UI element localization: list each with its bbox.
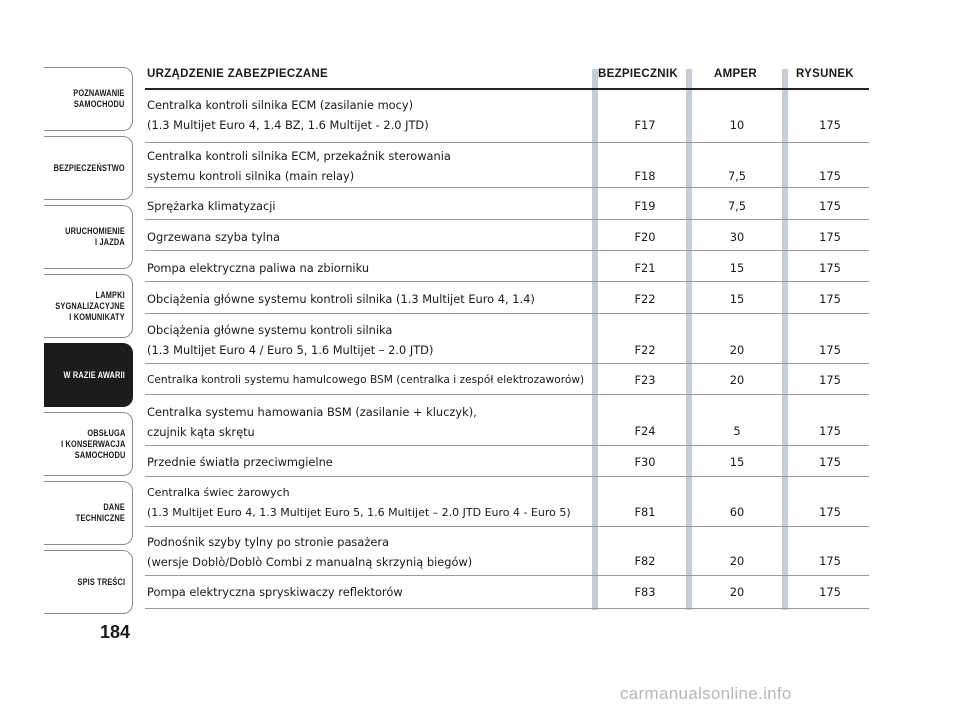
row-description: Obciążenia główne systemu kontroli silnika (1.3 Multijet Euro 4 / Euro 5, 1.6 Multijet – 2.0 JTD) <box>147 323 434 357</box>
row-amp: 5 <box>733 424 741 438</box>
row-description: Pompa elektryczna paliwa na zbiorniku <box>147 261 370 275</box>
row-divider <box>145 394 869 395</box>
row-divider <box>145 187 869 188</box>
row-fuse: F22 <box>634 343 656 357</box>
tab-uruchomienie-i-jazda[interactable]: URUCHOMIENIE I JAZDA <box>44 205 133 269</box>
row-figure: 175 <box>819 292 841 306</box>
row-fuse: F81 <box>634 505 656 519</box>
row-divider <box>145 575 869 576</box>
row-divider <box>145 363 869 364</box>
row-description: Pompa elektryczna spryskiwaczy reflektorów <box>147 585 403 599</box>
row-amp: 20 <box>729 585 745 599</box>
row-figure: 175 <box>819 343 841 357</box>
column-bar-1 <box>592 69 598 610</box>
header-amp: AMPER <box>714 68 758 80</box>
row-divider <box>145 608 869 609</box>
row-fuse: F19 <box>634 199 656 213</box>
row-divider <box>145 142 869 143</box>
row-amp: 20 <box>729 373 745 387</box>
header-fuse: BEZPIECZNIK <box>598 68 678 80</box>
row-divider <box>145 445 869 446</box>
row-fuse: F23 <box>634 373 656 387</box>
row-description: Centralka kontroli systemu hamulcowego BSM (centralka i zespół elektrozaworów) <box>147 374 585 386</box>
row-divider <box>145 313 869 314</box>
row-description: Przednie światła przeciwmgielne <box>147 455 333 469</box>
row-figure: 175 <box>819 505 841 519</box>
row-figure: 175 <box>819 373 841 387</box>
row-fuse: F83 <box>634 585 656 599</box>
row-figure: 175 <box>819 169 841 183</box>
row-figure: 175 <box>819 585 841 599</box>
column-bar-2 <box>686 69 692 610</box>
row-amp: 7,5 <box>727 199 747 213</box>
row-amp: 15 <box>729 261 745 275</box>
row-fuse: F21 <box>634 261 656 275</box>
row-figure: 175 <box>819 261 841 275</box>
column-bar-3 <box>782 69 788 610</box>
tab-dane-techniczne[interactable]: DANE TECHNICZNE <box>44 481 133 545</box>
row-amp: 10 <box>729 118 745 132</box>
row-figure: 175 <box>819 230 841 244</box>
row-amp: 15 <box>729 292 745 306</box>
row-fuse: F18 <box>634 169 656 183</box>
row-description: Podnośnik szyby tylny po stronie pasażera (wersje Doblò/Doblò Combi z manualną skrzynią biegów) <box>147 535 473 569</box>
row-description: Centralka kontroli silnika ECM, przekaźnik sterowania systemu kontroli silnika (main relay) <box>147 149 451 183</box>
header-device: URZĄDZENIE ZABEZPIECZANE <box>147 68 328 80</box>
tab-w-razie-awarii[interactable]: W RAZIE AWARII <box>44 343 133 407</box>
row-fuse: F24 <box>634 424 656 438</box>
row-figure: 175 <box>819 424 841 438</box>
row-description: Centralka systemu hamowania BSM (zasilanie + kluczyk), czujnik kąta skrętu <box>147 405 477 439</box>
tab-poznawanie-samochodu[interactable]: POZNAWANIE SAMOCHODU <box>44 67 133 131</box>
row-divider <box>145 526 869 527</box>
row-description: Obciążenia główne systemu kontroli silnika (1.3 Multijet Euro 4, 1.4) <box>147 292 535 306</box>
row-divider <box>145 219 869 220</box>
row-amp: 20 <box>729 343 745 357</box>
row-description: Centralka kontroli silnika ECM (zasilanie mocy) (1.3 Multijet Euro 4, 1.4 BZ, 1.6 Multijet - 2.0 JTD) <box>147 98 429 132</box>
row-divider <box>145 281 869 282</box>
row-figure: 175 <box>819 554 841 568</box>
row-amp: 20 <box>729 554 745 568</box>
tab-lampki-sygnalizacyjne[interactable]: LAMPKI SYGNALIZACYJNE I KOMUNIKATY <box>44 274 133 338</box>
row-fuse: F22 <box>634 292 656 306</box>
row-fuse: F30 <box>634 455 656 469</box>
row-figure: 175 <box>819 118 841 132</box>
tab-bezpieczenstwo[interactable]: BEZPIECZEŃSTWO <box>44 136 133 200</box>
header-rule <box>145 88 869 90</box>
row-fuse: F82 <box>634 554 656 568</box>
row-divider <box>145 476 869 477</box>
row-description: Sprężarka klimatyzacji <box>147 199 276 213</box>
row-fuse: F20 <box>634 230 656 244</box>
row-figure: 175 <box>819 199 841 213</box>
row-amp: 30 <box>729 230 745 244</box>
row-description: Centralka świec żarowych (1.3 Multijet Euro 4, 1.3 Multijet Euro 5, 1.6 Multijet – 2.0 JTD Euro 4 - Euro 5) <box>147 486 571 519</box>
row-amp: 15 <box>729 455 745 469</box>
row-divider <box>145 250 869 251</box>
row-amp: 60 <box>729 505 745 519</box>
tab-spis-tresci[interactable]: SPIS TREŚCI <box>44 550 133 614</box>
watermark: carmanualsonline.info <box>620 684 792 703</box>
row-fuse: F17 <box>634 118 656 132</box>
row-figure: 175 <box>819 455 841 469</box>
header-figure: RYSUNEK <box>796 68 854 80</box>
row-description: Ogrzewana szyba tylna <box>147 230 281 244</box>
page-number: 184 <box>100 622 131 642</box>
row-amp: 7,5 <box>727 169 747 183</box>
tab-obsluga-i-konserwacja[interactable]: OBSŁUGA I KONSERWACJA SAMOCHODU <box>44 412 133 476</box>
